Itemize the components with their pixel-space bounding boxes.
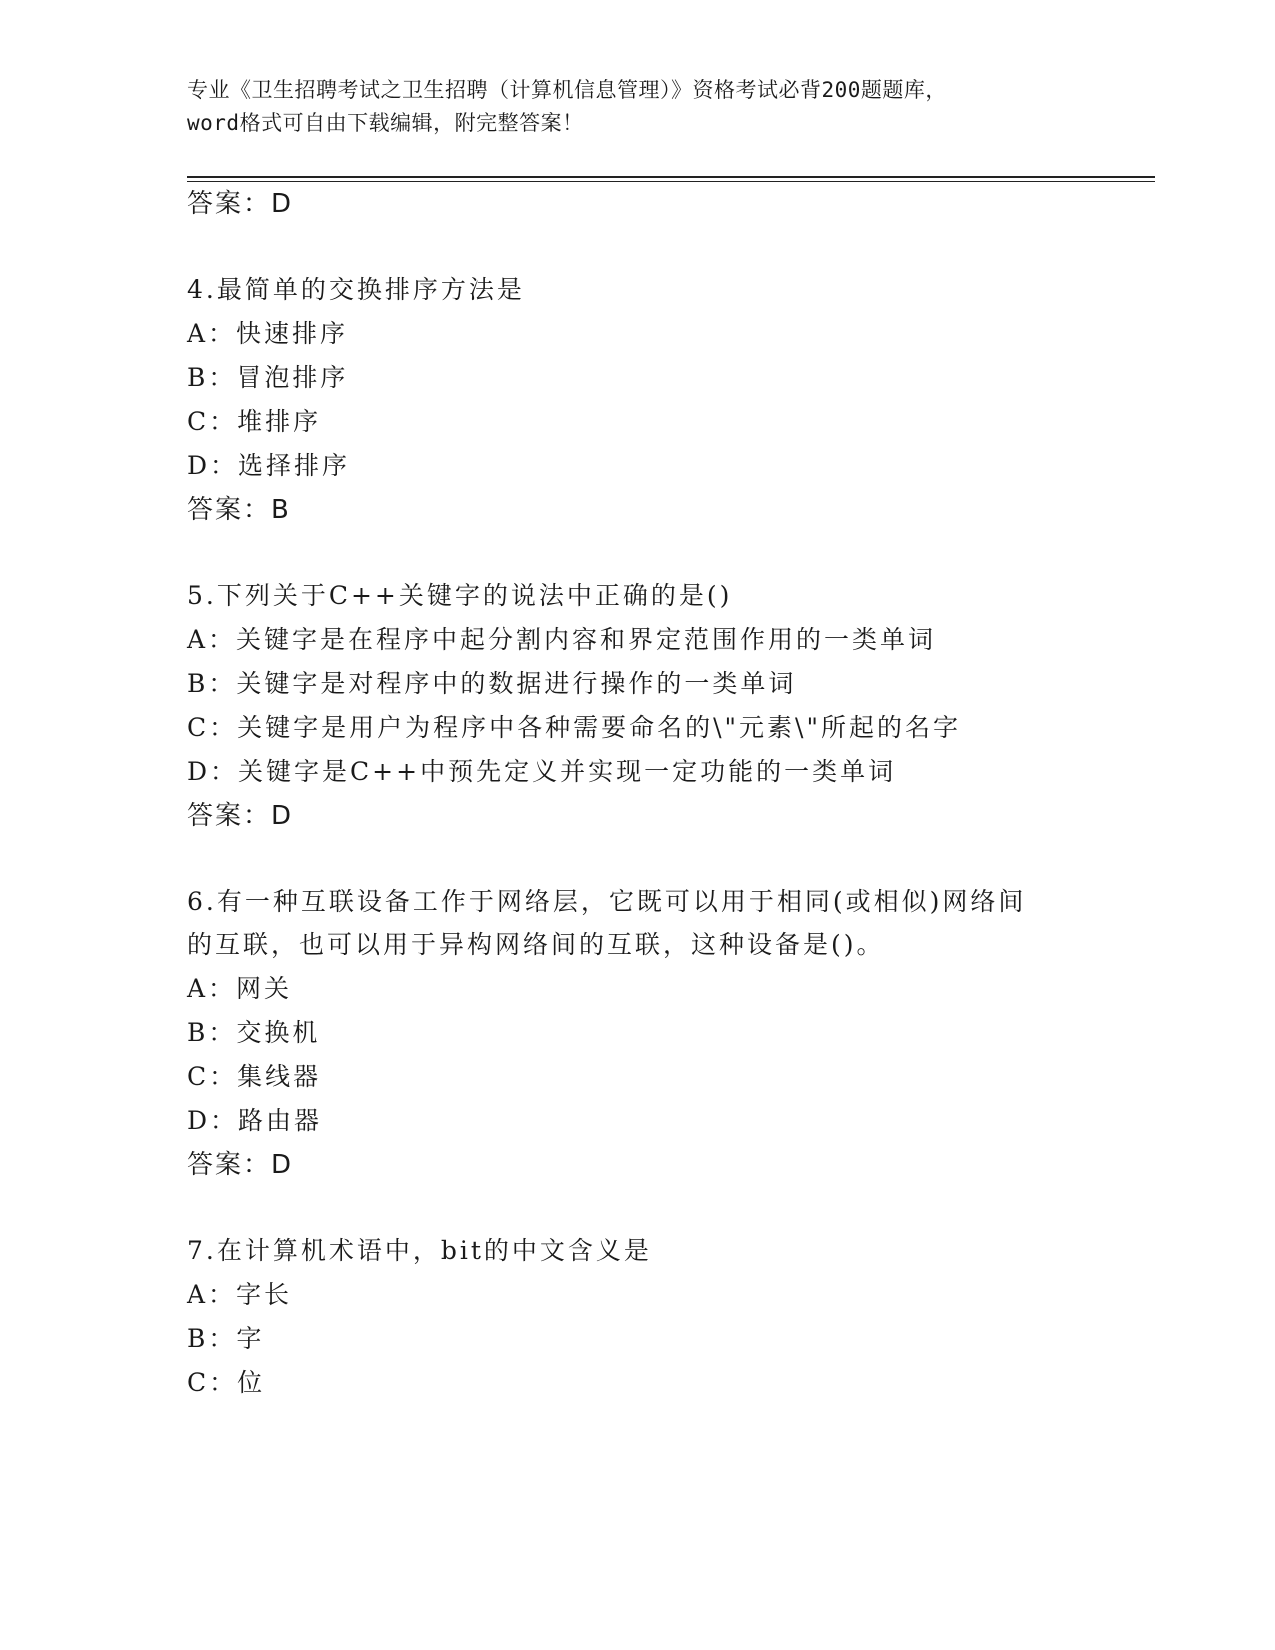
document-header: [187, 74, 1087, 140]
question-4-answer: 答案：B: [187, 495, 291, 525]
question-6-option-d: D：路由器: [187, 1106, 323, 1135]
header-rule-thin: [187, 181, 1155, 182]
question-7-stem: 7.在计算机术语中，bit的中文含义是: [187, 1236, 652, 1265]
question-5-answer: 答案：D: [187, 801, 294, 831]
question-5-option-b: B：关键字是对程序中的数据进行操作的一类单词: [187, 669, 797, 698]
question-4-option-d: D：选择排序: [187, 451, 351, 480]
question-6-stem-line-1: 6.有一种互联设备工作于网络层，它既可以用于相同(或相似)网络间: [187, 887, 1027, 916]
answer-previous: 答案：D: [187, 189, 294, 219]
question-7-option-c: C：位: [187, 1368, 266, 1397]
question-5-stem: 5.下列关于C++关键字的说法中正确的是(): [187, 581, 733, 610]
header-title-line-1: 专业《卫生招聘考试之卫生招聘（计算机信息管理）》资格考试必背200题题库，: [187, 78, 947, 102]
question-4-option-c: C：堆排序: [187, 407, 322, 436]
question-4-option-a: A：快速排序: [187, 319, 349, 348]
question-7-option-b: B：字: [187, 1324, 265, 1353]
question-4-option-b: B：冒泡排序: [187, 363, 349, 392]
question-6-stem-line-2: 的互联，也可以用于异构网络间的互联，这种设备是()。: [187, 930, 885, 959]
question-6-answer: 答案：D: [187, 1150, 294, 1180]
header-title-line-2: word格式可自由下载编辑，附完整答案！: [187, 111, 584, 135]
header-rule-thick: [187, 176, 1155, 178]
question-6-option-a: A：网关: [187, 974, 293, 1003]
question-4-stem: 4.最简单的交换排序方法是: [187, 275, 525, 304]
question-6-option-c: C：集线器: [187, 1062, 322, 1091]
question-5-option-a: A：关键字是在程序中起分割内容和界定范围作用的一类单词: [187, 625, 937, 654]
question-7-option-a: A：字长: [187, 1280, 293, 1309]
question-5-option-d: D：关键字是C++中预先定义并实现一定功能的一类单词: [187, 757, 897, 786]
question-5-option-c: C：关键字是用户为程序中各种需要命名的\"元素\"所起的名字: [187, 713, 961, 742]
question-6-option-b: B：交换机: [187, 1018, 321, 1047]
